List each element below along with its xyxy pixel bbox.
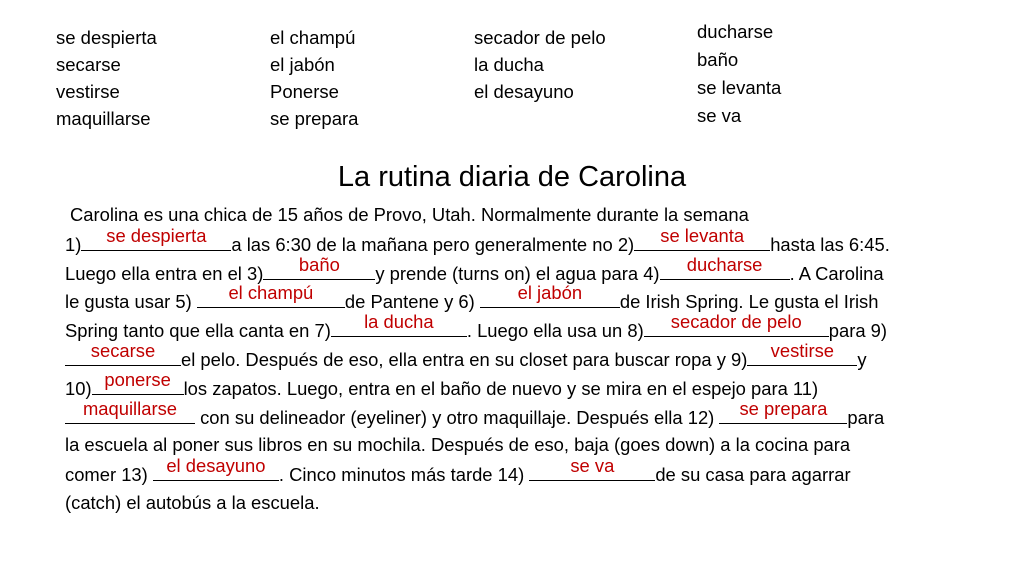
answer-blank-3 bbox=[263, 253, 375, 280]
story-line bbox=[65, 455, 1010, 489]
word-bank-item: Ponerse bbox=[270, 81, 339, 102]
answer-text: el desayuno bbox=[166, 455, 266, 477]
story-line bbox=[65, 282, 1010, 316]
story-text: los zapatos. Luego, entra en el baño de nuevo y se mira en el espejo para 11) bbox=[183, 377, 819, 399]
story-line bbox=[65, 311, 1010, 345]
story-text: a las 6:30 de la mañana pero generalmente no 2) bbox=[231, 233, 635, 255]
story-line bbox=[65, 397, 1010, 432]
answer-blank-9 bbox=[65, 339, 181, 366]
answer-text: ducharse bbox=[686, 253, 763, 275]
story-line bbox=[65, 224, 1010, 259]
story-text: para bbox=[847, 406, 885, 428]
word-bank-item: secarse bbox=[56, 54, 121, 75]
story-text: la escuela al poner sus libros en su mochila. Después de eso, baja (goes down) a la cocina para bbox=[65, 434, 851, 456]
story-text: Carolina es una chica de 15 años de Provo, Utah. Normalmente durante la semana bbox=[70, 204, 749, 225]
answer-blank-5 bbox=[197, 282, 345, 308]
answer-blank-8 bbox=[644, 311, 829, 337]
page-title: La rutina diaria de Carolina bbox=[337, 161, 687, 193]
story-text: de Irish Spring. Le gusta el Irish bbox=[619, 291, 879, 313]
answer-blank-4 bbox=[660, 253, 790, 280]
story-text: . Cinco minutos más tarde 14) bbox=[278, 464, 530, 486]
story-text: comer 13) bbox=[65, 464, 153, 486]
word-bank-item: maquillarse bbox=[56, 108, 151, 129]
answer-text: la ducha bbox=[364, 311, 434, 333]
word-bank-item: secador de pelo bbox=[474, 27, 606, 48]
story-line bbox=[65, 339, 1010, 374]
answer-text: el jabón bbox=[517, 282, 583, 304]
story-text: para 9) bbox=[828, 320, 888, 342]
answer-blank-11 bbox=[92, 368, 184, 395]
answer-blank-2 bbox=[634, 224, 770, 251]
story-text: . A Carolina bbox=[789, 262, 884, 284]
word-bank-item: se despierta bbox=[56, 27, 157, 48]
answer-text: vestirse bbox=[770, 339, 835, 361]
answer-blank-12 bbox=[65, 397, 195, 424]
story-text: . Luego ella usa un 8) bbox=[466, 320, 644, 342]
story-text: con su delineador (eyeliner) y otro maquillaje. Después ella 12) bbox=[195, 406, 720, 428]
answer-text: el champú bbox=[228, 282, 314, 304]
answer-text: se prepara bbox=[739, 397, 828, 419]
story-text: hasta las 6:45. bbox=[770, 233, 890, 255]
story-text: el pelo. Después de eso, ella entra en su closet para buscar ropa y 9) bbox=[181, 348, 748, 370]
answer-blank-7 bbox=[331, 311, 467, 337]
word-bank-item: baño bbox=[697, 49, 739, 70]
story-text: 10) bbox=[65, 377, 92, 399]
word-bank-item: vestirse bbox=[56, 81, 120, 102]
word-bank-item: ducharse bbox=[697, 21, 774, 42]
story-text: de Pantene y 6) bbox=[344, 291, 480, 313]
answer-text: secarse bbox=[90, 339, 156, 361]
story-text: le gusta usar 5) bbox=[65, 291, 197, 313]
word-bank-item: el champú bbox=[270, 27, 356, 48]
story-text: de su casa para agarrar bbox=[655, 464, 851, 486]
answer-text: baño bbox=[298, 253, 340, 275]
answer-text: maquillarse bbox=[82, 397, 178, 419]
story-text: Luego ella entra en el 3) bbox=[65, 262, 264, 284]
story-line bbox=[65, 368, 1010, 403]
word-bank-item: el jabón bbox=[270, 54, 335, 75]
word-bank-column-4 bbox=[697, 18, 781, 130]
story-line bbox=[65, 489, 1010, 518]
answer-text: ponerse bbox=[104, 368, 171, 390]
answer-blank-14 bbox=[153, 455, 279, 481]
word-bank-item: se levanta bbox=[697, 77, 782, 98]
word-bank-column-2 bbox=[270, 24, 358, 132]
word-bank-column-1 bbox=[56, 24, 157, 132]
story-text: (catch) el autobús a la escuela. bbox=[65, 491, 320, 513]
story-text: y bbox=[857, 348, 867, 370]
word-bank-item: se va bbox=[697, 105, 742, 126]
answer-blank-15 bbox=[529, 455, 655, 481]
story-text: 1) bbox=[65, 233, 82, 255]
word-bank-item: la ducha bbox=[474, 54, 544, 75]
story-text: Spring tanto que ella canta en 7) bbox=[65, 320, 331, 342]
story-paragraph bbox=[65, 201, 1010, 518]
answer-text: se levanta bbox=[660, 224, 745, 246]
word-bank-item: el desayuno bbox=[474, 81, 574, 102]
answer-blank-6 bbox=[480, 282, 620, 308]
answer-text: se va bbox=[570, 455, 615, 477]
answer-text: se despierta bbox=[106, 224, 207, 246]
answer-blank-10 bbox=[747, 339, 857, 366]
word-bank-item: se prepara bbox=[270, 108, 359, 129]
answer-text: secador de pelo bbox=[670, 311, 802, 333]
answer-blank-13 bbox=[719, 397, 847, 424]
word-bank-column-3 bbox=[474, 24, 606, 105]
answer-blank-1 bbox=[81, 224, 231, 251]
story-text: y prende (turns on) el agua para 4) bbox=[375, 262, 660, 284]
